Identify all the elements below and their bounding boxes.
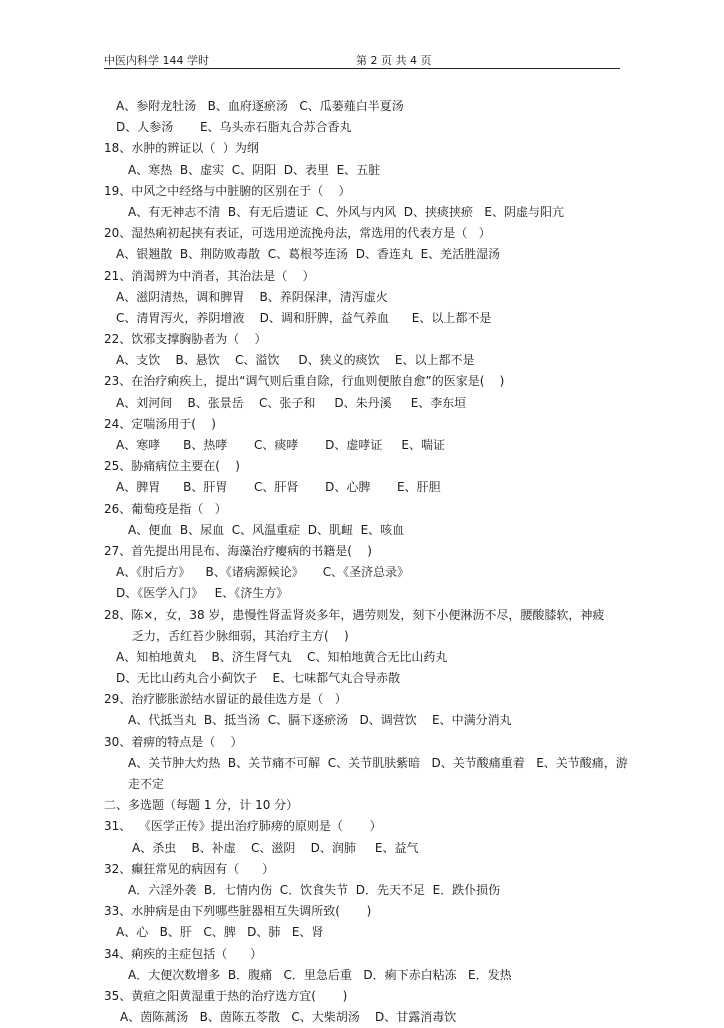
question-line: 24、定喘汤用于( ) — [104, 416, 216, 431]
option-line: A、便血 B、尿血 C、风温重症 D、肌衄 E、咳血 — [128, 522, 405, 537]
question-line: 27、首先提出用昆布、海藻治疗瘿病的书籍是( ) — [104, 543, 372, 558]
section-heading: 二、多选题（每题 1 分，计 10 分） — [104, 798, 299, 813]
page-header — [104, 50, 620, 69]
option-line: A．大便次数增多 B．腹痛 C．里急后重 D．痢下赤白粘冻 E．发热 — [128, 967, 512, 982]
question-line: 32、癫狂常见的病因有（ ） — [104, 861, 275, 876]
option-line: A、刘河间 B、张景岳 C、张子和 D、朱丹溪 E、李东垣 — [116, 395, 467, 410]
option-line: A、心 B、肝 C、脾 D、肺 E、肾 — [116, 925, 324, 940]
option-line: A、知柏地黄丸 B、济生肾气丸 C、知柏地黄合无比山药丸 — [116, 649, 448, 664]
question-line: 35、黄疸之阳黄湿重于热的治疗选方宜( ) — [104, 988, 348, 1003]
option-line: A．六淫外袭 B．七情内伤 C．饮食失节 D．先天不足 E．跌仆损伤 — [128, 882, 501, 897]
page-number: 第 2 页 共 4 页 — [356, 54, 432, 67]
option-line: A、滋阴清热，调和脾胃 B、养阴保津，清泻虚火 — [116, 289, 388, 304]
question-line: 30、着痹的特点是（ ） — [104, 734, 243, 749]
option-line: D、无比山药丸合小蓟饮子 E、七味都气丸合导赤散 — [116, 671, 401, 686]
option-line: A、支饮 B、悬饮 C、溢饮 D、狭义的痰饮 E、以上都不是 — [116, 353, 475, 368]
option-line: D、《医学入门》 E、《济生方》 — [116, 586, 289, 601]
question-line: 22、饮邪支撑胸胁者为（ ） — [104, 332, 267, 347]
question-line-continued: 乏力，舌红苔少脉细弱，其治疗主方( ) — [132, 628, 349, 643]
question-line: 28、陈×，女，38 岁，患慢性肾盂肾炎多年，遇劳则发，刻下小便淋沥不尽，腰酸膝软，神疲 — [104, 607, 605, 622]
option-line: A、代抵当丸 B、抵当汤 C、膈下逐瘀汤 D、调营饮 E、中满分消丸 — [128, 713, 512, 728]
question-line: 25、胁痛病位主要在( ) — [104, 459, 240, 474]
question-line: 31、 《医学正传》提出治疗肺痨的原则是（ ） — [104, 819, 382, 834]
question-line: 21、消渴辨为中消者，其治法是（ ） — [104, 268, 315, 283]
option-line: A、寒热 B、虚实 C、阴阳 D、表里 E、五脏 — [128, 162, 381, 177]
option-line: A、参附龙牡汤 B、血府逐瘀汤 C、瓜蒌薤白半夏汤 — [116, 99, 404, 113]
option-line: D、人参汤 E、乌头赤石脂丸合苏合香丸 — [116, 120, 352, 135]
option-line: A、脾胃 B、肝胃 C、肝肾 D、心脾 E、肝胆 — [116, 480, 441, 495]
question-line: 33、水肿病是由下列哪些脏器相互失调所致( ) — [104, 904, 372, 919]
option-line-continued: 走不定 — [128, 777, 165, 791]
question-line: 18、水肿的辨证以（ ）为纲 — [104, 141, 259, 156]
question-line: 19、中风之中经络与中脏腑的区别在于（ ） — [104, 183, 351, 198]
option-line: C、清胃泻火，养阴增液 D、调和肝脾，益气养血 E、以上都不是 — [116, 310, 492, 325]
option-line: A、茵陈蒿汤 B、茵陈五苓散 C、大柴胡汤 D、甘露消毒饮 — [120, 1010, 457, 1025]
option-line: A、杀虫 B、补虚 C、滋阴 D、润肺 E、益气 — [132, 840, 419, 855]
option-line: A、有无神志不清 B、有无后遗证 C、外风与内风 D、挟痰挟瘀 E、阴虚与阳亢 — [128, 204, 564, 219]
question-line: 34、痢疾的主症包括（ ） — [104, 946, 263, 961]
question-list — [104, 96, 634, 1028]
question-line: 26、葡萄疫是指（ ） — [104, 501, 227, 516]
question-line: 20、湿热痢初起挟有表证，可选用逆流挽舟法，常选用的代表方是（ ） — [104, 226, 491, 241]
course-title: 中医内科学 144 学时 — [104, 54, 209, 67]
option-line: A、银翘散 B、荆防败毒散 C、葛根芩连汤 D、香连丸 E、羌活胜湿汤 — [116, 247, 501, 262]
option-line: A、《肘后方》 B、《诸病源候论》 C、《圣济总录》 — [116, 565, 410, 580]
option-line: A、关节肿大灼热 B、关节痛不可解 C、关节肌肤紫暗 D、关节酸痛重着 E、关节酸痛，游 — [128, 755, 628, 770]
question-line: 29、治疗膨胀淤结水留证的最佳选方是（ ） — [104, 692, 347, 707]
option-line: A、寒哮 B、热哮 C、痰哮 D、虚哮证 E、喘证 — [116, 438, 446, 452]
question-line: 23、在治疗痢疾上，提出“调气则后重自除，行血则便脓自愈”的医家是( ) — [104, 374, 505, 389]
